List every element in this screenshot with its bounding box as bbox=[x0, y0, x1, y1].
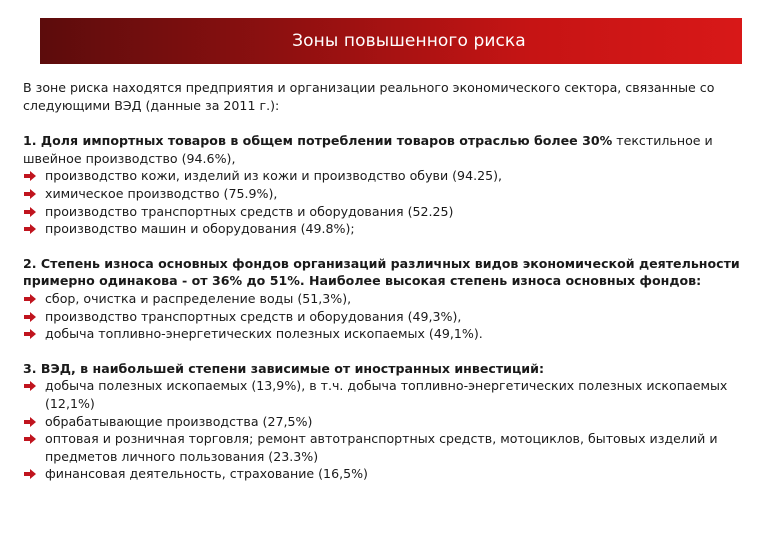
list-item bbox=[23, 377, 763, 412]
list-item bbox=[23, 413, 763, 431]
red-arrow-bullet-icon bbox=[24, 171, 36, 181]
section-heading bbox=[23, 360, 763, 378]
list-item-text: добыча топливно-энергетических полезных ископаемых (49,1%). bbox=[45, 326, 483, 342]
list-item-text: добыча полезных ископаемых (13,9%), в т.ч. добыча топливно-энергетических полезных ископаемых (12,1%) bbox=[45, 378, 728, 411]
list-item-text: оптовая и розничная торговля; ремонт автотранспортных средств, мотоциклов, бытовых изделий и предметов личного пользования (23.3%) bbox=[45, 431, 718, 464]
red-arrow-bullet-icon bbox=[24, 329, 36, 339]
list-item bbox=[23, 185, 763, 203]
section-import-share bbox=[23, 132, 763, 238]
slide-content bbox=[23, 79, 763, 500]
intro-paragraph: В зоне риска находятся предприятия и организации реального экономического сектора, связанные со следующими ВЭД (данные за 2011 г.): bbox=[23, 80, 715, 113]
list-item bbox=[23, 290, 763, 308]
section-heading-bold: 3. ВЭД, в наибольшей степени зависимые от иностранных инвестиций: bbox=[23, 360, 544, 376]
red-arrow-bullet-icon bbox=[24, 434, 36, 444]
list-item bbox=[23, 167, 763, 185]
red-arrow-bullet-icon bbox=[24, 207, 36, 217]
section-heading bbox=[23, 132, 763, 167]
list-item-text: сбор, очистка и распределение воды (51,3%), bbox=[45, 290, 352, 306]
list-item-text: химическое производство (75.9%), bbox=[45, 185, 278, 201]
red-arrow-bullet-icon bbox=[24, 312, 36, 322]
list-item bbox=[23, 325, 763, 343]
list-item-text: производство транспортных средств и оборудования (52.25) bbox=[45, 203, 454, 219]
slide-title-bar bbox=[40, 18, 742, 64]
list-item bbox=[23, 220, 763, 238]
list-item bbox=[23, 308, 763, 326]
red-arrow-bullet-icon bbox=[24, 469, 36, 479]
slide-title: Зоны повышенного риска bbox=[292, 31, 526, 51]
list-item bbox=[23, 430, 763, 465]
list-item-text: производство транспортных средств и оборудования (49,3%), bbox=[45, 308, 462, 324]
list-item bbox=[23, 465, 763, 483]
red-arrow-bullet-icon bbox=[24, 381, 36, 391]
list-item-text: обрабатывающие производства (27,5%) bbox=[45, 413, 313, 429]
section-heading bbox=[23, 255, 763, 290]
list-item-text: производство машин и оборудования (49.8%); bbox=[45, 221, 355, 237]
section-foreign-investment bbox=[23, 360, 763, 483]
section-heading-rest: текстильное и швейное производство (94.6%), bbox=[23, 133, 713, 166]
section-heading-bold: 1. Доля импортных товаров в общем потреблении товаров отраслью более 30% bbox=[23, 133, 613, 149]
section-fixed-assets-wear bbox=[23, 255, 763, 343]
red-arrow-bullet-icon bbox=[24, 224, 36, 234]
red-arrow-bullet-icon bbox=[24, 417, 36, 427]
section-heading-bold: 2. Степень износа основных фондов организаций различных видов экономической деятельности примерно одинакова - от 36% до 51%. Наиболее высокая степень износа основных фондов: bbox=[23, 255, 740, 289]
list-item bbox=[23, 203, 763, 221]
red-arrow-bullet-icon bbox=[24, 294, 36, 304]
list-item-text: финансовая деятельность, страхование (16,5%) bbox=[45, 466, 368, 482]
red-arrow-bullet-icon bbox=[24, 189, 36, 199]
list-item-text: производство кожи, изделий из кожи и производство обуви (94.25), bbox=[45, 168, 503, 184]
